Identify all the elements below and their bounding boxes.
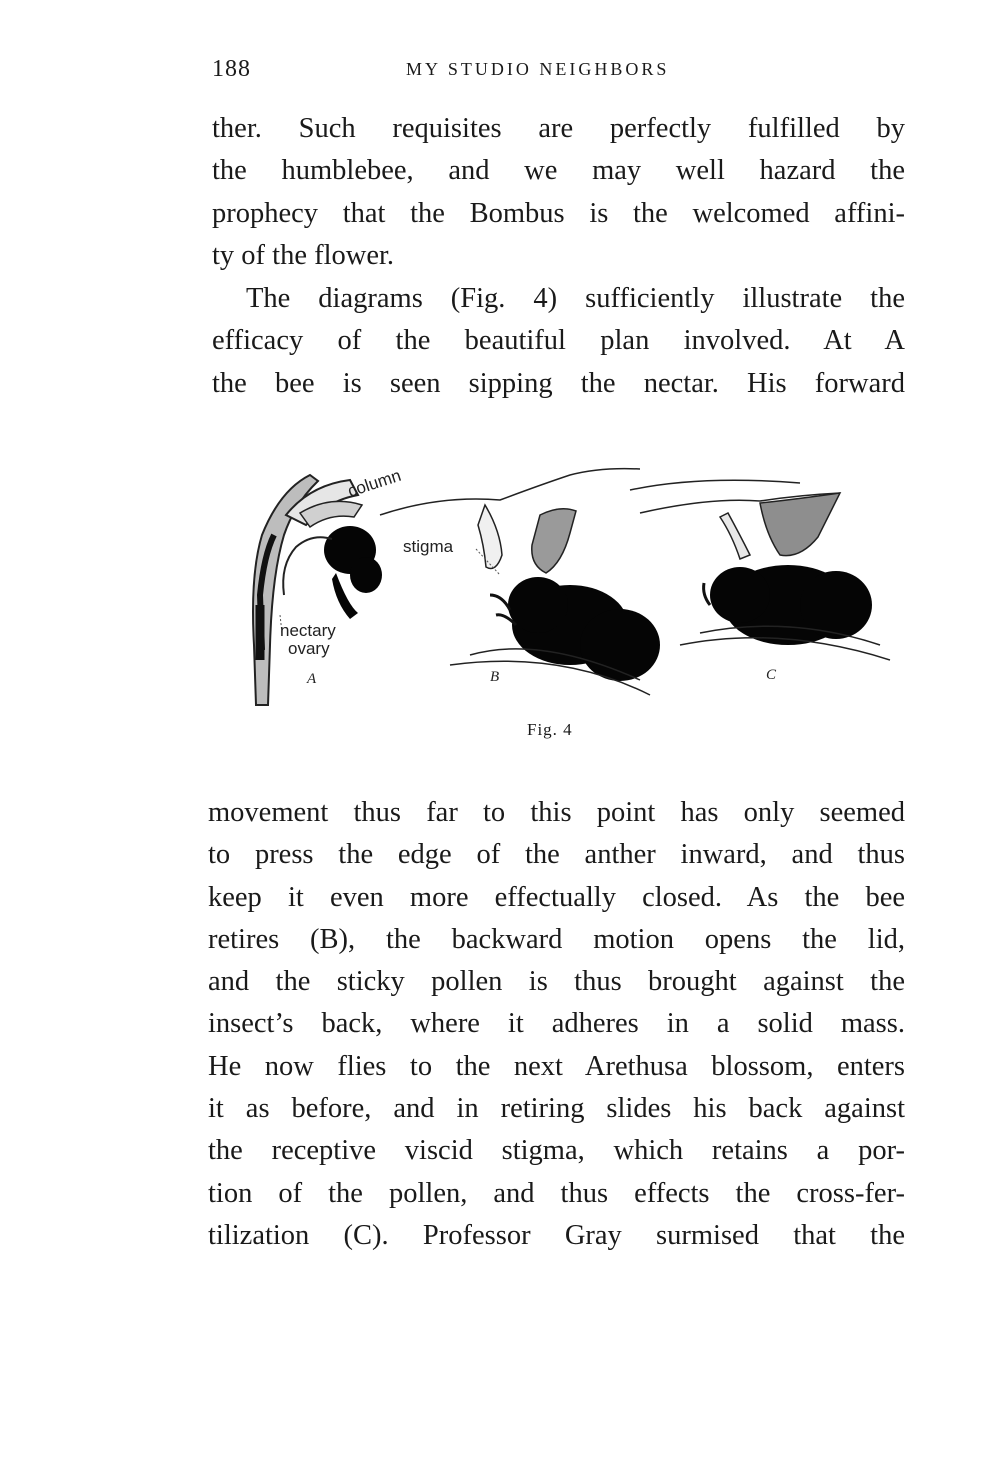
text-line: it as before, and in retiring slides his back against: [208, 1093, 905, 1125]
label-nectary: nectary: [280, 621, 336, 640]
text-line: prophecy that the Bombus is the welcomed affini-: [212, 197, 905, 229]
text-line: retires (B), the backward motion opens the lid,: [208, 923, 905, 955]
text-line: efficacy of the beautiful plan involved. At A: [212, 325, 905, 357]
text-line: keep it even more effectually closed. As the bee: [208, 881, 905, 913]
paragraph-3: [208, 792, 905, 1257]
running-head: [210, 56, 905, 90]
text-line: the bee is seen sipping the nectar. His forward: [212, 367, 905, 399]
paragraph-2: [212, 278, 905, 405]
panel-a-drawing: [253, 475, 382, 705]
text-line: the receptive viscid stigma, which retains a por-: [208, 1135, 905, 1167]
text-line: The diagrams (Fig. 4) sufficiently illustrate the: [246, 283, 905, 314]
text-line: tilization (C). Professor Gray surmised that the: [208, 1219, 905, 1251]
label-column: column: [345, 465, 404, 501]
label-ovary: ovary: [288, 639, 330, 658]
panel-b-drawing: [380, 469, 660, 695]
bee-orchid-diagram: [240, 455, 905, 715]
text-line: He now flies to the next Arethusa blossom, enters: [208, 1050, 905, 1082]
figure-4-illustration: [240, 455, 905, 715]
label-panel-a: A: [307, 671, 317, 687]
panel-c-drawing: [630, 480, 890, 660]
text-line: the humblebee, and we may well hazard the: [212, 155, 905, 187]
text-line: tion of the pollen, and thus effects the cross-fer-: [208, 1177, 905, 1209]
page-number: 188: [212, 56, 251, 82]
running-title: MY STUDIO NEIGHBORS: [406, 59, 670, 79]
text-line: and the sticky pollen is thus brought against the: [208, 966, 905, 998]
label-stigma: stigma: [403, 537, 454, 556]
label-panel-c: C: [766, 667, 777, 683]
label-panel-b: B: [490, 669, 500, 685]
text-line: to press the edge of the anther inward, and thus: [208, 839, 905, 871]
text-line: insect’s back, where it adheres in a solid mass.: [208, 1008, 905, 1040]
figure-caption: Fig. 4: [527, 720, 573, 739]
paragraph-1: [212, 108, 905, 277]
text-line: ther. Such requisites are perfectly fulfilled by: [212, 113, 905, 144]
text-line: ty of the flower.: [212, 239, 395, 271]
text-line: movement thus far to this point has only seemed: [208, 797, 905, 828]
